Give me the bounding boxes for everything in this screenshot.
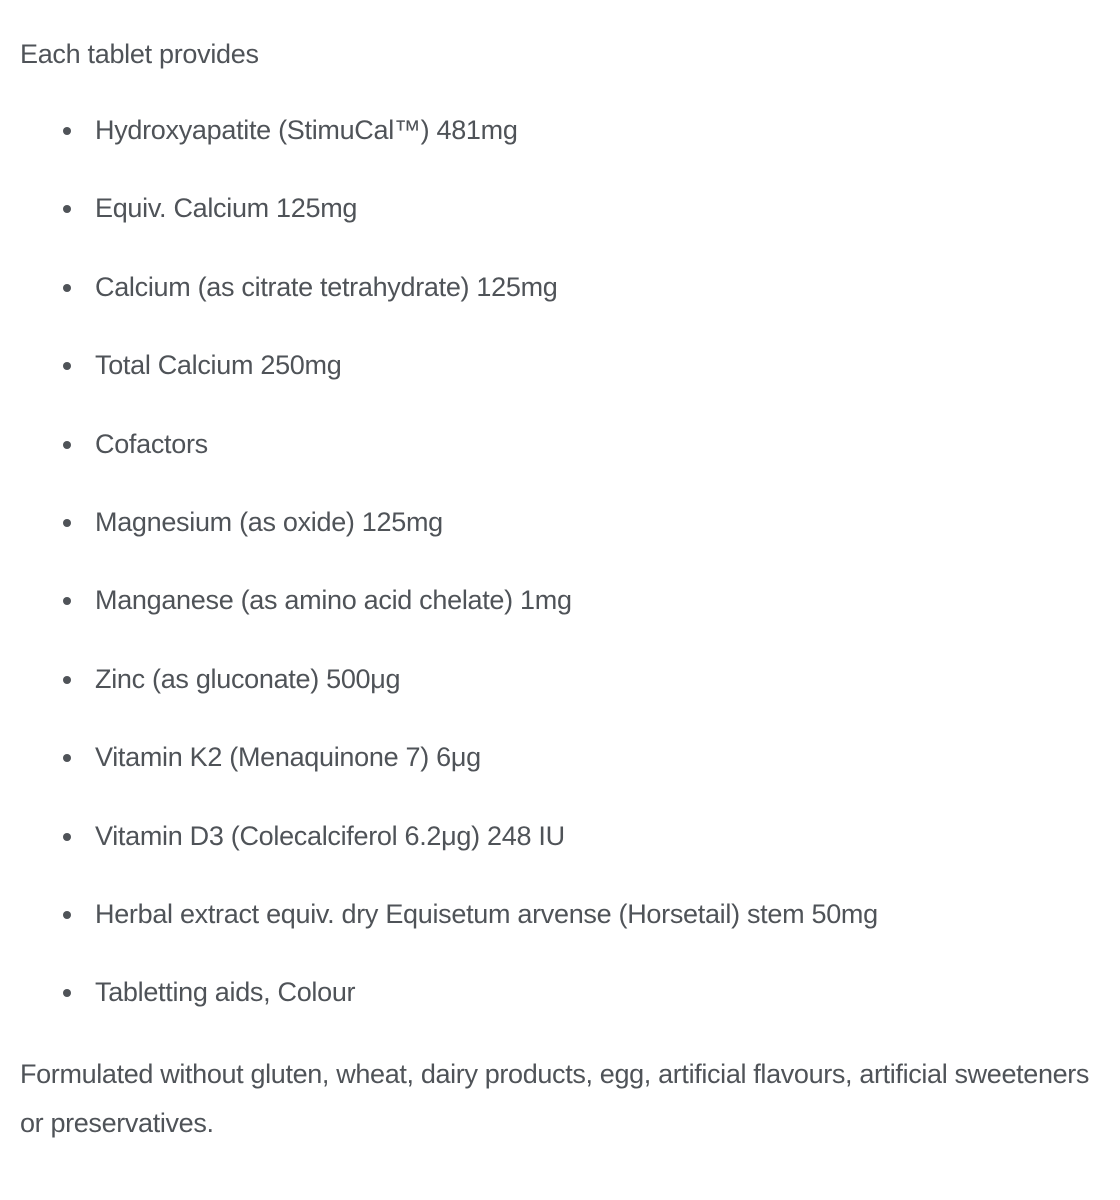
ingredient-item xyxy=(20,896,878,974)
ingredients-intro: Each tablet provides xyxy=(20,39,259,69)
bullet-icon xyxy=(63,127,71,135)
bullet-icon xyxy=(63,754,71,762)
ingredient-label: Cofactors xyxy=(95,428,208,459)
ingredient-label: Total Calcium 250mg xyxy=(95,350,342,381)
ingredient-item xyxy=(20,190,878,268)
ingredient-item xyxy=(20,739,878,817)
ingredient-label: Herbal extract equiv. dry Equisetum arvense (Horsetail) stem 50mg xyxy=(95,898,878,929)
bullet-icon xyxy=(63,597,71,605)
ingredients-list xyxy=(20,112,878,1053)
formulation-note: Formulated without gluten, wheat, dairy products, egg, artificial flavours, artificial sweeteners or preservatives. xyxy=(20,1059,1090,1138)
bullet-icon xyxy=(63,911,71,919)
bullet-icon xyxy=(63,284,71,292)
ingredient-label: Magnesium (as oxide) 125mg xyxy=(95,506,443,537)
ingredient-item xyxy=(20,112,878,190)
bullet-icon xyxy=(63,833,71,841)
bullet-icon xyxy=(63,989,71,997)
ingredient-label: Manganese (as amino acid chelate) 1mg xyxy=(95,585,572,616)
ingredient-item xyxy=(20,504,878,582)
ingredient-label: Vitamin K2 (Menaquinone 7) 6μg xyxy=(95,742,481,773)
ingredient-label: Equiv. Calcium 125mg xyxy=(95,193,358,224)
ingredient-item xyxy=(20,269,878,347)
bullet-icon xyxy=(63,441,71,449)
ingredient-label: Zinc (as gluconate) 500μg xyxy=(95,663,401,694)
bullet-icon xyxy=(63,205,71,213)
ingredient-item xyxy=(20,582,878,660)
ingredient-item xyxy=(20,347,878,425)
ingredient-item xyxy=(20,818,878,896)
ingredient-item xyxy=(20,426,878,504)
bullet-icon xyxy=(63,362,71,370)
ingredient-label: Calcium (as citrate tetrahydrate) 125mg xyxy=(95,271,558,302)
ingredient-label: Tabletting aids, Colour xyxy=(95,977,356,1008)
bullet-icon xyxy=(63,676,71,684)
ingredient-label: Hydroxyapatite (StimuCal™) 481mg xyxy=(95,115,518,145)
ingredient-item xyxy=(20,974,878,1052)
bullet-icon xyxy=(63,519,71,527)
ingredient-label: Vitamin D3 (Colecalciferol 6.2μg) 248 IU xyxy=(95,820,565,851)
ingredient-item xyxy=(20,661,878,739)
